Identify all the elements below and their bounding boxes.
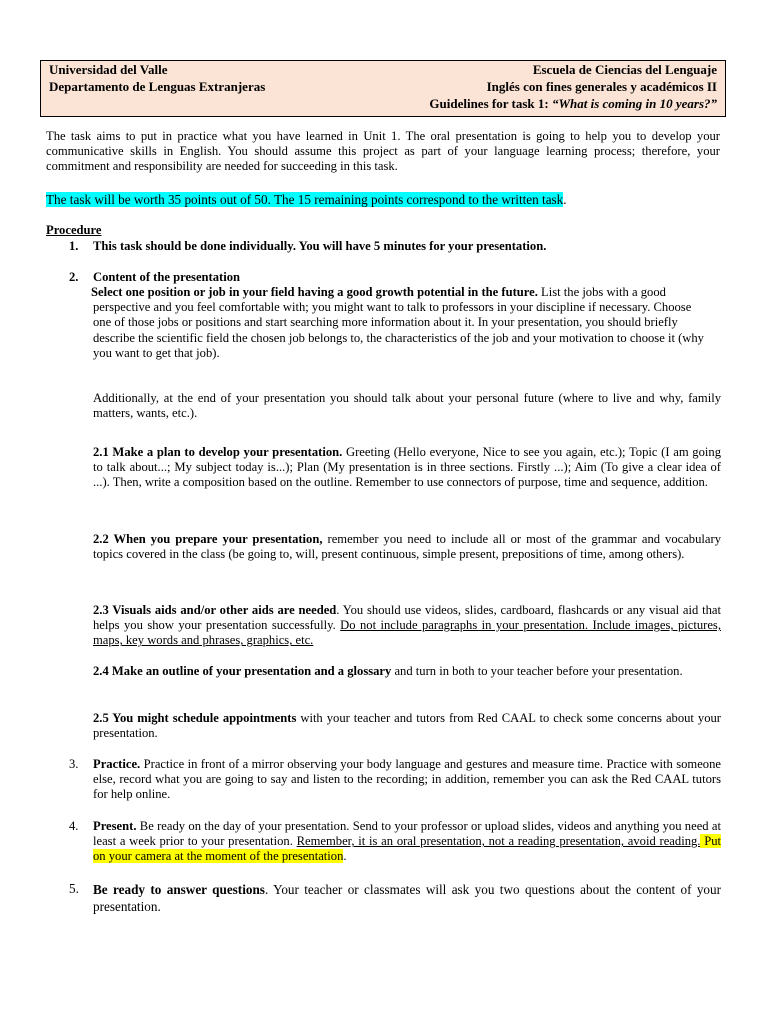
section-2-3-title: 2.3 Visuals aids and/or other aids are needed — [93, 603, 337, 617]
guidelines-heading — [429, 96, 717, 113]
item-5-text: . Your teacher or classmates will ask you two questions about the content of your presentation. — [93, 882, 722, 914]
section-2-3-text: . You should use videos, slides, cardboard, flashcards or any visual aid that helps you show your presentation successfully. — [93, 603, 721, 633]
item-3-number: 3. — [69, 757, 79, 771]
item-1-text: This task should be done individually. You will have 5 minutes for your presentation. — [93, 239, 547, 253]
item-5-paragraph — [93, 881, 721, 915]
section-2-5-text: with your teacher and tutors from Red CAAL to check some concerns about your presentation. — [93, 711, 721, 741]
item-2-lead-paragraph — [93, 285, 709, 361]
item-5-number: 5. — [69, 881, 79, 896]
guidelines-label: Guidelines for task 1: — [429, 96, 552, 111]
item-4-number: 4. — [69, 819, 79, 833]
item-1-number: 1. — [69, 239, 79, 253]
section-2-4-text: and turn in both to your teacher before your presentation. — [391, 664, 683, 678]
item-2-number: 2. — [69, 270, 79, 284]
section-2-1 — [93, 445, 721, 491]
item-4-highlight: Put on your camera at the moment of the presentation — [93, 834, 721, 864]
points-note-highlight: The task will be worth 35 points out of 50. The 15 remaining points correspond to the written task — [46, 192, 564, 207]
document-header — [40, 60, 726, 117]
additionally-paragraph: Additionally, at the end of your presentation you should talk about your personal future (where to live and why, family matters, wants, etc.). — [93, 391, 721, 421]
section-2-5-title: 2.5 You might schedule appointments — [93, 711, 297, 725]
section-2-2 — [93, 532, 721, 562]
item-3-paragraph — [93, 757, 721, 803]
section-2-1-title: 2.1 Make a plan to develop your presentation. — [93, 445, 343, 459]
points-note — [46, 192, 720, 207]
item-2-title: Content of the presentation — [93, 270, 241, 284]
item-2-lead-text: List the jobs with a good perspective and you feel comfortable with; you might want to talk to professors in your discipline if necessary. Choose one of those jobs or positions and start searching more information about it. In your presentation, you should briefly describe the scientific field the chosen job belongs to, the characteristics of the job and your motivation to choose it (why you want to get that job). — [93, 285, 704, 360]
intro-paragraph: The task aims to put in practice what you have learned in Unit 1. The oral presentation is going to help you to develop your communicative skills in English. You should assume this project as part of your language learning process; therefore, your commitment and responsibility are needed for succeeding in this task. — [46, 129, 720, 174]
department-name: Departamento de Lenguas Extranjeras — [49, 79, 266, 94]
procedure-title: Procedure — [46, 223, 102, 237]
university-name: Universidad del Valle — [49, 62, 168, 77]
section-2-3 — [93, 603, 721, 649]
item-3-text: Practice in front of a mirror observing your body language and gestures and measure time. Practice with someone else, record what you are going to say and listen to the recording; in addition, remember you can ask the Red CAAL tutors for help online. — [93, 757, 721, 802]
item-5-title: Be ready to answer questions — [93, 882, 265, 897]
guidelines-title: “What is coming in 10 years?” — [551, 96, 717, 111]
section-2-2-text: remember you need to include all or most of the grammar and vocabulary topics covered in the class (be going to, will, present continuous, simple present, prepositions of time, among others). — [93, 532, 721, 562]
item-4-title: Present. — [93, 819, 137, 833]
section-2-2-title: 2.2 When you prepare your presentation, — [93, 532, 323, 546]
item-2-lead-bold: Select one position or job in your field having a good growth potential in the future. — [91, 285, 538, 299]
item-4-underlined: Remember, it is an oral presentation, not a reading presentation, avoid reading. — [296, 834, 701, 849]
points-note-period: . — [563, 192, 567, 207]
section-2-3-underlined: Do not include paragraphs in your presentation. Include images, pictures, maps, key words and phrases, graphics, etc. — [93, 618, 721, 648]
item-4-period: . — [343, 849, 347, 864]
course-name: Inglés con fines generales y académicos II — [486, 79, 717, 94]
section-2-1-text: Greeting (Hello everyone, Nice to see you again, etc.); Topic (I am going to talk about...; My subject today is...); Plan (My presentation is in three sections. Firstly ...); Aim (To give a clear idea of ...). Then, write a composition based on the outline. Remember to use connectors of purpose, time and sequence, addition. — [93, 445, 721, 490]
school-name: Escuela de Ciencias del Lenguaje — [532, 62, 717, 77]
item-3-title: Practice. — [93, 757, 141, 771]
section-2-5 — [93, 711, 721, 741]
section-2-4 — [93, 664, 721, 679]
item-4-text: Be ready on the day of your presentation. Send to your professor or upload slides, videos and anything you need at least a week prior to your presentation. — [93, 819, 721, 849]
section-2-4-title: 2.4 Make an outline of your presentation and a glossary — [93, 664, 392, 678]
item-4-paragraph — [93, 819, 721, 865]
